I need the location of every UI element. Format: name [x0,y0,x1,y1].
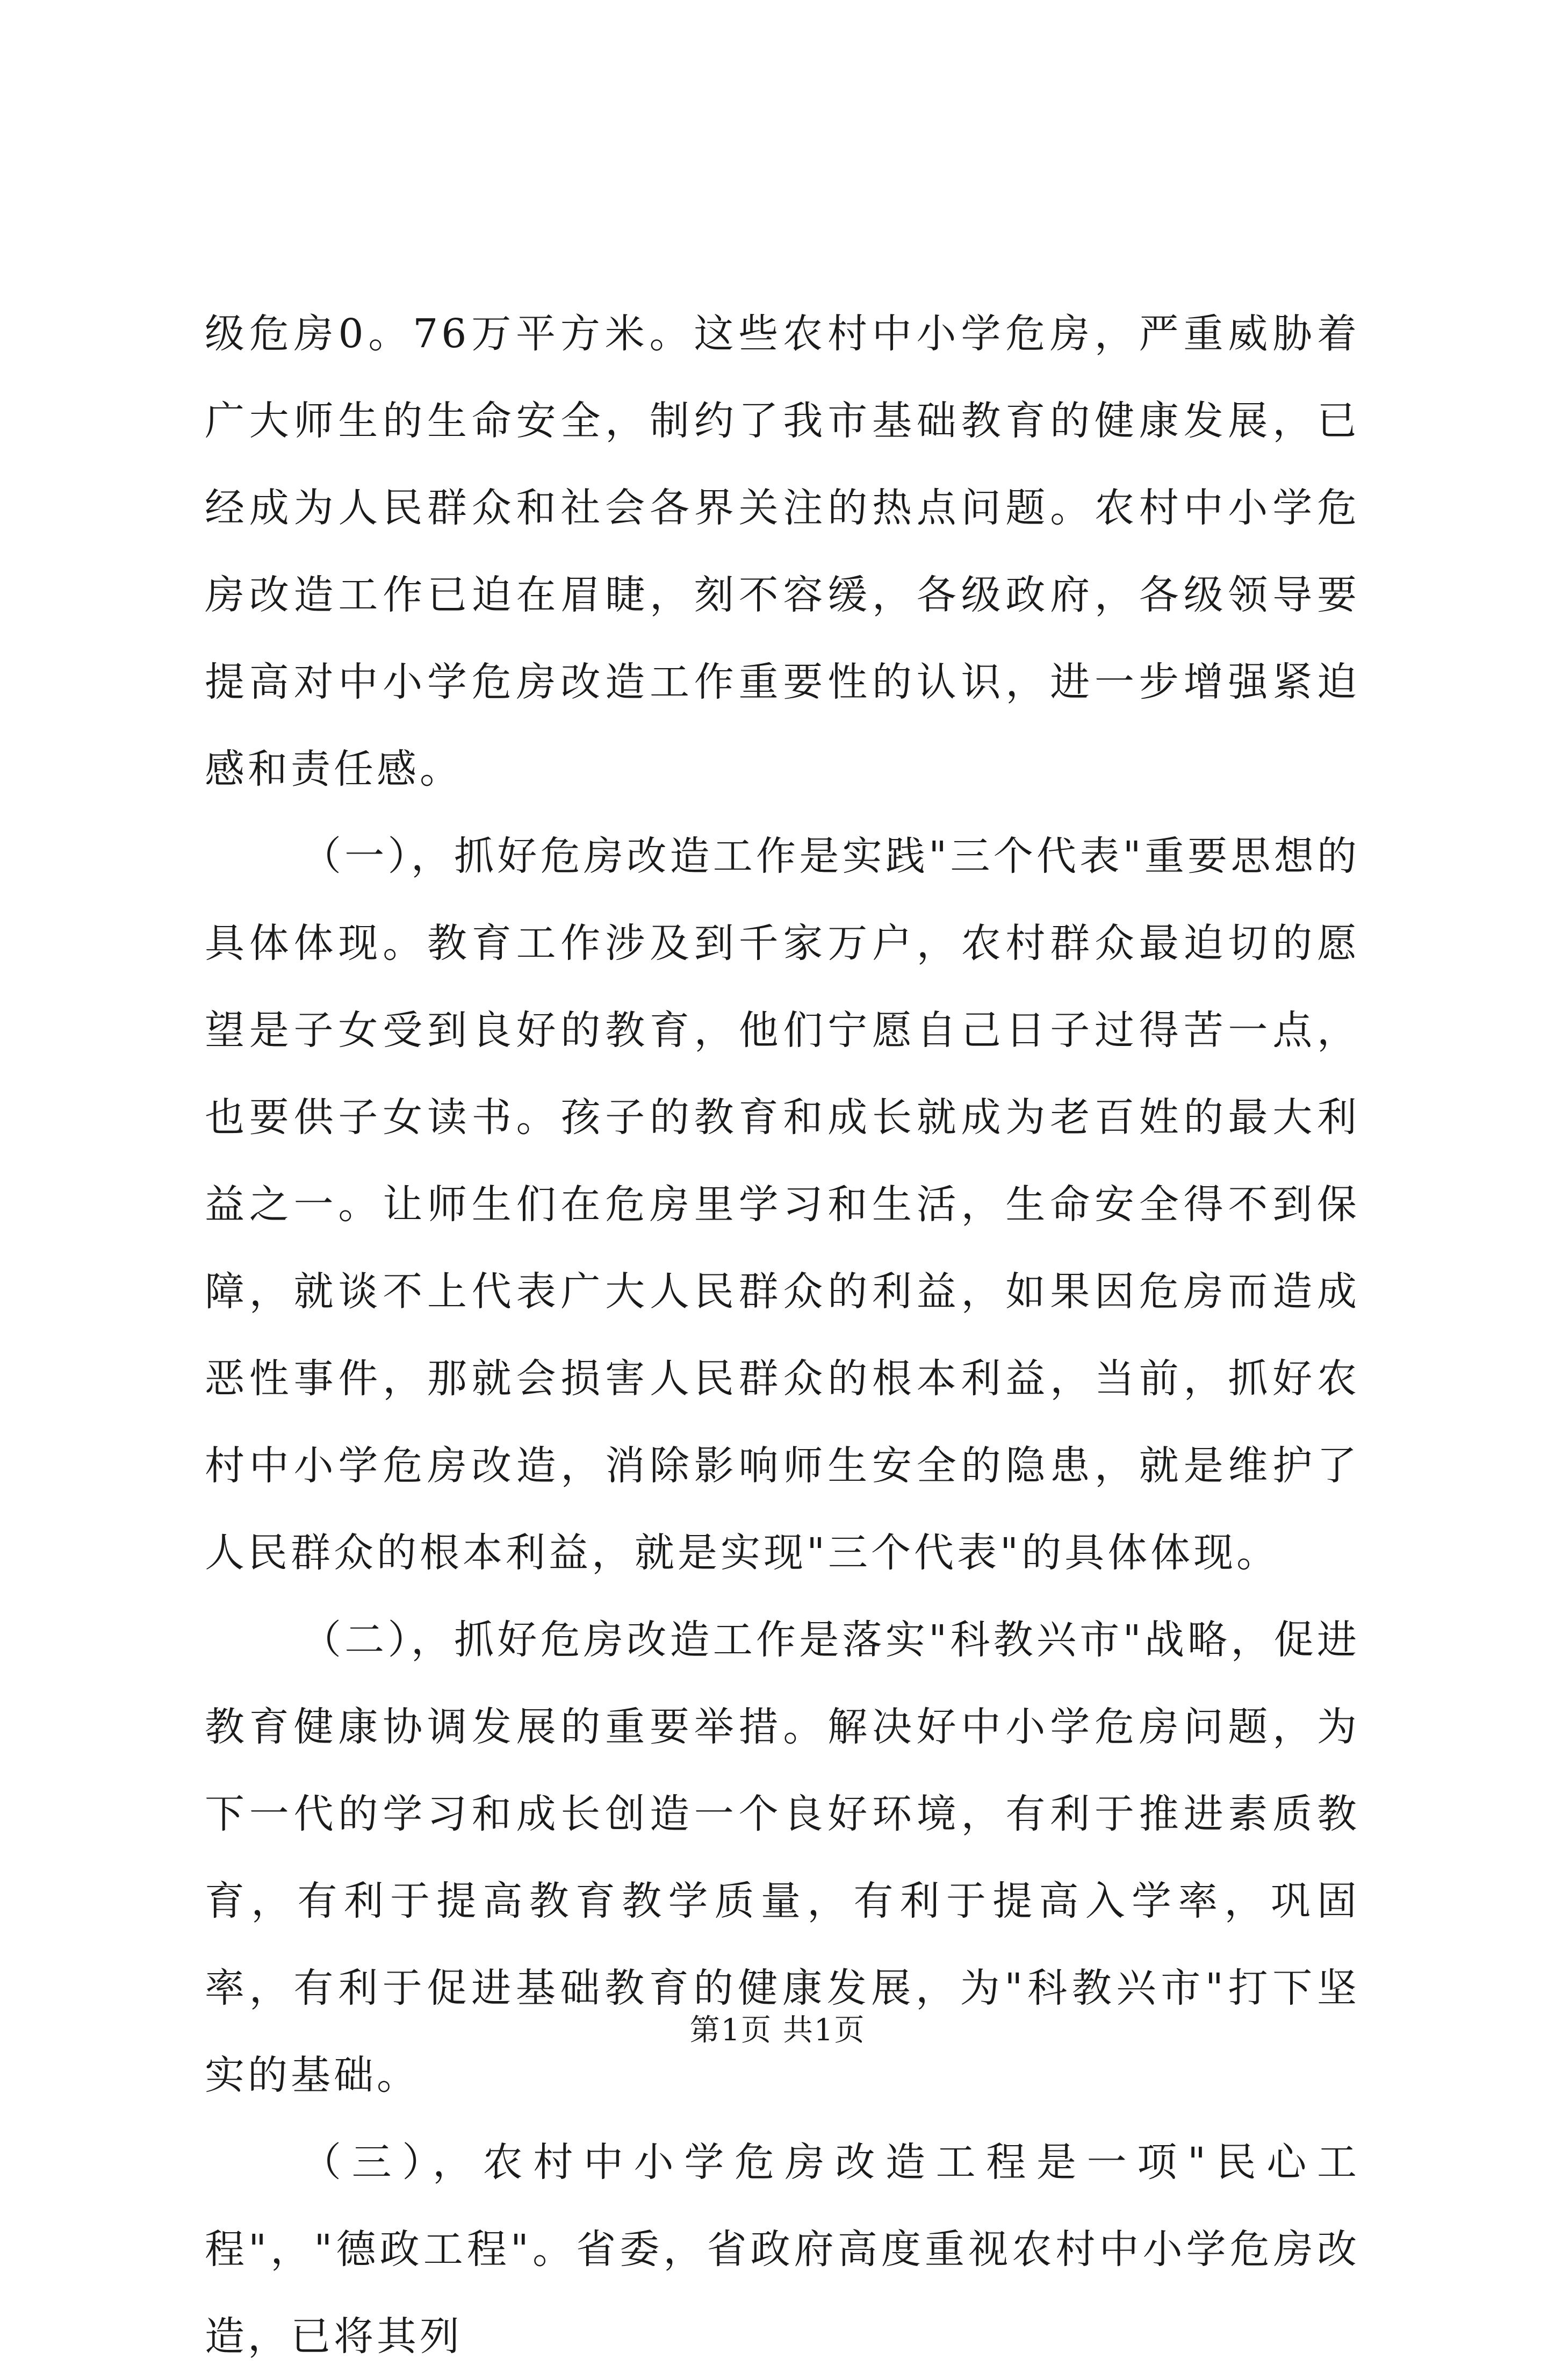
paragraph-1: 级危房0。76万平方米。这些农村中小学危房，严重威胁着广大师生的生命安全，制约了我市基础教育的健康发展，已经成为人民群众和社会各界关注的热点问题。农村中小学危房改造工作已迫在眉睫，刻不容缓，各级政府，各级领导要提高对中小学危房改造工作重要性的认识，进一步增强紧迫感和责任感。 [205,311,1360,792]
document-body [205,290,1360,2380]
paragraph-3: （二），抓好危房改造工作是落实"科教兴市"战略，促进教育健康协调发展的重要举措。解决好中小学危房问题，为下一代的学习和成长创造一个良好环境，有利于推进素质教育，有利于提高教育教学质量，有利于提高入学率，巩固率，有利于促进基础教育的健康发展，为"科教兴市"打下坚实的基础。 [205,1617,1360,2098]
paragraph-2: （一），抓好危房改造工作是实践"三个代表"重要思想的具体体现。教育工作涉及到千家万户，农村群众最迫切的愿望是子女受到良好的教育，他们宁愿自己日子过得苦一点，也要供子女读书。孩子的教育和成长就成为老百姓的最大利益之一。让师生们在危房里学习和生活，生命安全得不到保障，就谈不上代表广大人民群众的利益，如果因危房而造成恶性事件，那就会损害人民群众的根本利益，当前，抓好农村中小学危房改造，消除影响师生安全的隐患，就是维护了人民群众的根本利益，就是实现"三个代表"的具体体现。 [205,833,1360,1576]
page-footer: 第1页 共1页 [689,2013,866,2048]
paragraph-4: （三），农村中小学危房改造工程是一项"民心工程"，"德政工程"。省委，省政府高度重视农村中小学危房改造，已将其列 [205,2139,1360,2360]
